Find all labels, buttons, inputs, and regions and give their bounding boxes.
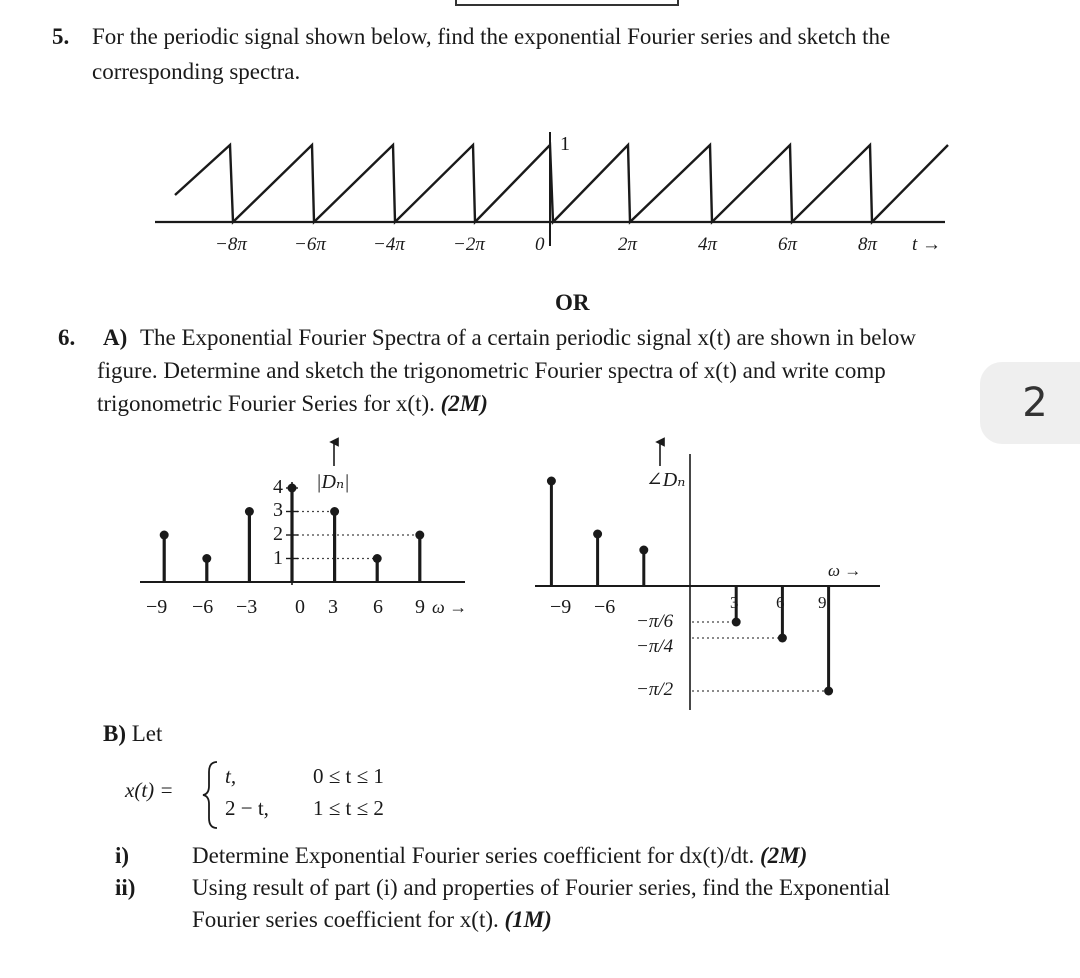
sub-ii-marks: (1M) [504,907,552,932]
mag-xtick-minus9: −9 [146,596,168,618]
mag-ytick-2: 2 [273,523,283,545]
phase-xtick-6: 6 [776,593,785,612]
q5-tick-6pi: 6π [778,234,798,255]
q5-tick-minus-8pi: −8π [215,234,247,255]
mag-stem-tip [202,554,211,563]
sub-i-marks: (2M) [760,843,808,868]
piecewise-row2-cond: 1 ≤ t ≤ 2 [313,796,384,820]
top-border-fragment [455,0,679,6]
phase-stem-tip [824,687,833,696]
phase-xtick-3: 3 [730,593,739,612]
mag-xlabel: ω → [432,597,468,617]
mag-ytick-1: 1 [273,547,283,569]
mag-title: |Dₙ| [316,471,350,493]
piecewise-row2-expr: 2 − t, [225,796,269,820]
mag-xtick-minus3: −3 [236,596,258,618]
piecewise-row1-expr: t, [225,764,237,788]
piecewise-row1-cond: 0 ≤ t ≤ 1 [313,764,384,788]
q5-tick-4pi: 4π [698,234,718,255]
sub-i-text: Determine Exponential Fourier series coefficient for dx(t)/dt. [192,843,755,868]
phase-stem-tip [547,477,556,486]
q5-tick-8pi: 8π [858,234,878,255]
q6-text-line3-wrap [97,387,488,420]
q6-partB-label: B) [103,721,126,746]
q5-tick-minus-6pi: −6π [294,234,326,255]
mag-stem-tip [373,554,382,563]
mag-stem-tip [415,531,424,540]
mag-stem-tip [288,484,297,493]
sub-ii-text-line1: Using result of part (i) and properties of Fourier series, find the Exponential [192,875,891,900]
q6-partB-text: Let [131,721,163,746]
phase-stem-tip [778,634,787,643]
magnitude-spectrum-plot [130,430,480,630]
q5-text-line2: corresponding spectra. [92,59,301,84]
q5-sawtooth-waveform [175,145,948,222]
mag-stem-tip [160,531,169,540]
or-separator: OR [555,290,590,315]
piecewise-lhs: x(t) = [125,778,174,802]
piecewise-brace [201,760,221,830]
phase-spectrum-plot [530,430,890,715]
page-number-badge: 2 [980,362,1080,444]
q5-tick-2pi: 2π [618,234,638,255]
sub-ii-text-line2: Fourier series coefficient for x(t). [192,907,499,932]
q6-number: 6. [58,325,76,350]
sub-ii-wrap [192,903,552,936]
q6-text-line1: The Exponential Fourier Spectra of a certain periodic signal x(t) are shown in below [140,325,916,350]
q5-tick-zero: 0 [535,234,545,255]
sub-i-label: i) [115,843,130,868]
q6-text-line2: figure. Determine and sketch the trigonometric Fourier spectra of x(t) and write comp [97,358,886,383]
q6-marks-a: (2M) [440,391,488,416]
mag-xtick-minus6: −6 [192,596,214,618]
phase-stem-tip [732,618,741,627]
q6-text-line3: trigonometric Fourier Series for x(t). [97,391,435,416]
q5-tick-minus-4pi: −4π [373,234,405,255]
phase-ytick-minus-pi2: −π/2 [636,679,674,700]
phase-ytick-minus-pi6: −π/6 [636,611,674,632]
sub-ii-label: ii) [115,875,136,900]
q5-number: 5. [52,24,70,49]
mag-ytick-3: 3 [273,499,283,521]
q5-tick-minus-2pi: −2π [453,234,485,255]
phase-xtick-minus6: −6 [594,596,616,618]
phase-stem-tip [639,546,648,555]
phase-stem-tip [593,530,602,539]
phase-ytick-minus-pi4: −π/4 [636,636,674,657]
q5-sawtooth-figure [0,120,1080,260]
q5-peak-label: 1 [560,133,570,155]
mag-stem-tip [330,507,339,516]
mag-xtick-6: 6 [373,596,383,618]
sub-i-wrap [192,839,807,872]
mag-stem-tip [245,507,254,516]
q5-axis-label: t → [912,234,942,255]
phase-xtick-minus9: −9 [550,596,572,618]
q6-partA-label: A) [103,325,128,350]
piecewise-definition [125,760,465,832]
mag-ytick-4: 4 [273,476,283,498]
phase-title: ∠Dₙ [646,469,686,491]
mag-xtick-9: 9 [415,596,425,618]
phase-xtick-9: 9 [818,593,827,612]
mag-xtick-0: 0 [295,596,305,618]
phase-xlabel: ω → [828,561,862,580]
q6-partB [103,717,162,750]
mag-xtick-3: 3 [328,596,338,618]
q5-text-line1: For the periodic signal shown below, find the exponential Fourier series and sketch the [92,24,891,49]
